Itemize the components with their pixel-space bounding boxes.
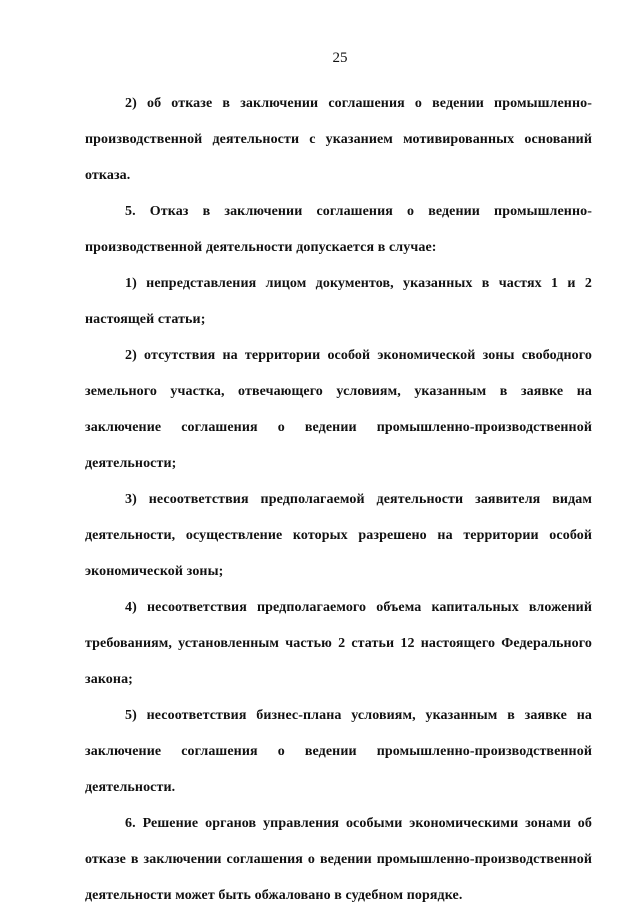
list-item-3: 3) несоответствия предполагаемой деятельности заявителя видам деятельности, осуществление которых разрешено на территории особой экономической зоны; bbox=[85, 492, 592, 579]
page-number: 25 bbox=[332, 50, 348, 66]
paragraph-item-6: 6. Решение органов управления особыми экономическими зонами об отказе в заключении соглашения о ведении промышленно-производственной деятельности может быть обжаловано в судебном порядке. bbox=[85, 816, 592, 903]
paragraph-item-5: 5. Отказ в заключении соглашения о ведении промышленно-производственной деятельности допускается в случае: bbox=[85, 204, 592, 255]
list-item-2: 2) отсутствия на территории особой экономической зоны свободного земельного участка, отвечающего условиям, указанным в заявке на заключение соглашения о ведении промышленно-производственной деятельности; bbox=[85, 348, 592, 471]
list-item-4: 4) несоответствия предполагаемого объема капитальных вложений требованиям, установленным частью 2 статьи 12 настоящего Федерального закона; bbox=[85, 600, 592, 687]
list-item-5: 5) несоответствия бизнес-плана условиям, указанным в заявке на заключение соглашения о ведении промышленно-производственной деятельности. bbox=[85, 708, 592, 795]
paragraph-refusal-reasons: 2) об отказе в заключении соглашения о ведении промышленно-производственной деятельности с указанием мотивированных оснований отказа. bbox=[85, 96, 592, 183]
document-body bbox=[85, 86, 592, 914]
list-item-1: 1) непредставления лицом документов, указанных в частях 1 и 2 настоящей статьи; bbox=[85, 276, 592, 327]
